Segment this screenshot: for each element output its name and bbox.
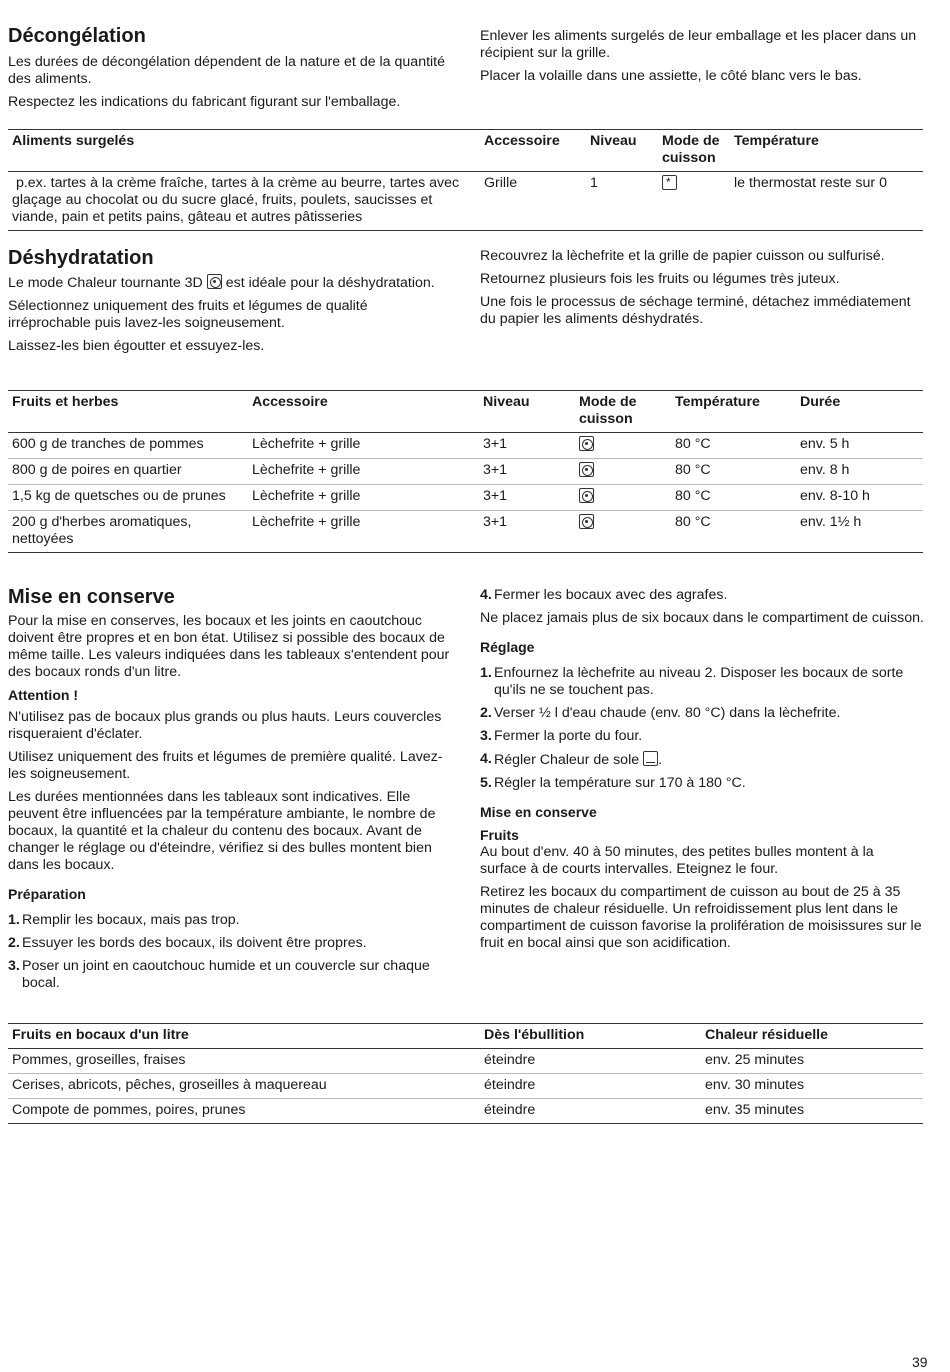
paragraph: Les durées de décongélation dépendent de la nature et de la quantité des aliments. [8, 54, 446, 87]
decongelation-right [480, 28, 924, 91]
residual-cell: env. 35 minutes [701, 1099, 923, 1124]
step-text: Verser ½ l d'eau chaude (env. 80 °C) dans la lèchefrite. [494, 705, 841, 721]
fan-icon [579, 514, 594, 529]
fruit-cell: Cerises, abricots, pêches, groseilles à maquereau [8, 1074, 480, 1099]
step-text: Régler la température sur 170 à 180 °C. [494, 775, 746, 791]
list-item [8, 912, 452, 929]
column-header: Niveau [586, 130, 658, 172]
decongelation-table [8, 129, 923, 231]
temperature-cell: 80 °C [671, 459, 796, 485]
level-cell: 3+1 [479, 511, 575, 553]
boil-cell: éteindre [480, 1099, 701, 1124]
column-header: Température [671, 391, 796, 433]
paragraph: Respectez les indications du fabricant figurant sur l'emballage. [8, 94, 401, 110]
preparation-list [8, 912, 452, 992]
column-header: Fruits et herbes [8, 391, 248, 433]
residual-cell: env. 30 minutes [701, 1074, 923, 1099]
column-header: Accessoire [248, 391, 479, 433]
column-header: Durée [796, 391, 923, 433]
table-row [8, 459, 923, 485]
step-text: Enfournez la lèchefrite au niveau 2. Disposer les bocaux de sorte qu'ils ne se touchent pas. [494, 665, 904, 698]
column-header: Température [730, 130, 923, 172]
item-cell: 800 g de poires en quartier [8, 459, 248, 485]
manual-page [8, 0, 928, 1372]
reglage-heading: Réglage [480, 639, 535, 655]
list-item [480, 751, 924, 769]
conserve-table [8, 1023, 923, 1124]
level-cell: 3+1 [479, 433, 575, 459]
table-row [8, 1074, 923, 1099]
duration-cell: env. 8 h [796, 459, 923, 485]
level-cell: 3+1 [479, 459, 575, 485]
level-cell: 3+1 [479, 485, 575, 511]
deshydratation-table [8, 390, 923, 553]
step-text-end: . [658, 752, 663, 768]
mode-cell [658, 172, 730, 231]
fan-icon [579, 462, 594, 477]
column-header: Accessoire [480, 130, 586, 172]
item-cell: 200 g d'herbes aromatiques, nettoyées [8, 511, 248, 553]
fruit-cell: Pommes, groseilles, fraises [8, 1049, 480, 1074]
paragraph: Les durées mentionnées dans les tableaux sont indicatives. Elle peuvent être influencées par la température ambiante, le nombre de bocaux, la quantité et la chaleur du contenu des bocaux. Avant de changer le réglage ou d'éteindre, vérifiez si des bulles montent bien dans les bocaux. [8, 789, 436, 873]
step-text: Essuyer les bords des bocaux, ils doivent être propres. [22, 935, 367, 951]
accessory-cell: Lèchefrite + grille [248, 485, 479, 511]
step-number: 5. [480, 775, 492, 791]
deshydratation-title: Déshydratation [8, 247, 154, 269]
step-number: 1. [8, 912, 20, 928]
paragraph: Sélectionnez uniquement des fruits et légumes de qualité irréprochable puis lavez-les soigneusement. [8, 298, 368, 331]
paragraph: Enlever les aliments surgelés de leur emballage et les placer dans un récipient sur la grille. [480, 28, 917, 61]
conserve-left [8, 585, 452, 998]
item-cell: 600 g de tranches de pommes [8, 433, 248, 459]
column-header: Fruits en bocaux d'un litre [8, 1024, 480, 1049]
boil-cell: éteindre [480, 1074, 701, 1099]
duration-cell: env. 8-10 h [796, 485, 923, 511]
residual-cell: env. 25 minutes [701, 1049, 923, 1074]
list-item [480, 587, 924, 604]
paragraph: Utilisez uniquement des fruits et légumes de première qualité. Lavez-les soigneusement. [8, 749, 443, 782]
temperature-cell: le thermostat reste sur 0 [730, 172, 923, 231]
list-item [480, 728, 924, 745]
step-number: 1. [480, 665, 492, 681]
table-header-row [8, 130, 923, 172]
duration-cell: env. 1½ h [796, 511, 923, 553]
reglage-list [480, 665, 924, 792]
step-number: 3. [8, 958, 20, 974]
bottom-heat-icon [643, 751, 658, 766]
temperature-cell: 80 °C [671, 511, 796, 553]
paragraph: Placer la volaille dans une assiette, le côté blanc vers le bas. [480, 68, 862, 84]
temperature-cell: 80 °C [671, 485, 796, 511]
table-header-row [8, 391, 923, 433]
list-item [8, 958, 452, 992]
fruits-heading: Fruits [480, 827, 519, 843]
decongelation-left [8, 24, 452, 117]
step4-list [480, 587, 924, 604]
mode-cell [575, 433, 671, 459]
paragraph: Pour la mise en conserves, les bocaux et les joints en caoutchouc doivent être propres et en bon état. Utilisez si possible des bocaux de même taille. Les valeurs indiquées dans les tableaux s'entendent pour des bocaux ronds d'un litre. [8, 613, 450, 680]
column-header: Aliments surgelés [8, 130, 480, 172]
step-text: Poser un joint en caoutchouc humide et un couvercle sur chaque bocal. [22, 958, 430, 991]
list-item [480, 665, 924, 699]
step-number: 4. [480, 587, 492, 603]
fan-icon [207, 274, 222, 289]
accessory-cell: Lèchefrite + grille [248, 433, 479, 459]
table-row [8, 485, 923, 511]
paragraph: Ne placez jamais plus de six bocaux dans le compartiment de cuisson. [480, 610, 924, 626]
list-item [8, 935, 452, 952]
list-item [480, 705, 924, 722]
column-header: Chaleur résiduelle [701, 1024, 923, 1049]
paragraph: Recouvrez la lèchefrite et la grille de papier cuisson ou sulfurisé. [480, 248, 885, 264]
decongelation-title: Décongélation [8, 25, 146, 47]
table-row [8, 433, 923, 459]
step-text: Remplir les bocaux, mais pas trop. [22, 912, 240, 928]
attention-heading: Attention ! [8, 687, 78, 703]
column-header: Mode de cuisson [658, 130, 730, 172]
column-header: Mode de cuisson [575, 391, 671, 433]
step-text: Fermer les bocaux avec des agrafes. [494, 587, 728, 603]
deshydratation-left [8, 246, 452, 361]
mode-cell [575, 485, 671, 511]
table-row [8, 1099, 923, 1124]
table-row [8, 1049, 923, 1074]
boil-cell: éteindre [480, 1049, 701, 1074]
accessory-cell: Lèchefrite + grille [248, 511, 479, 553]
fruit-cell: Compote de pommes, poires, prunes [8, 1099, 480, 1124]
intro-text: est idéale pour la déshydratation. [225, 275, 435, 291]
intro-text: Le mode Chaleur tournante 3D [8, 275, 203, 291]
page-number: 39 [912, 1354, 928, 1370]
conserve-right [480, 587, 924, 958]
food-cell: p.ex. tartes à la crème fraîche, tartes à la crème au beurre, tartes avec glaçage au chocolat ou du sucre glacé, fruits, poulets, saucisses et viande, pain et petits pains, gâteau et autres pâtisseries [8, 172, 480, 231]
thaw-icon [662, 175, 677, 190]
item-cell: 1,5 kg de quetsches ou de prunes [8, 485, 248, 511]
step-text: Fermer la porte du four. [494, 728, 643, 744]
accessory-cell: Grille [480, 172, 586, 231]
paragraph: Au bout d'env. 40 à 50 minutes, des petites bulles montent à la surface à de courts intervalles. Eteignez le four. [480, 844, 874, 877]
accessory-cell: Lèchefrite + grille [248, 459, 479, 485]
step-number: 3. [480, 728, 492, 744]
paragraph: N'utilisez pas de bocaux plus grands ou plus hauts. Leurs couvercles risqueraient d'éclater. [8, 709, 442, 742]
mode-cell [575, 511, 671, 553]
deshydratation-right [480, 248, 924, 334]
paragraph [8, 274, 452, 292]
table-row [8, 172, 923, 231]
fan-icon [579, 436, 594, 451]
level-cell: 1 [586, 172, 658, 231]
table-row [8, 511, 923, 553]
paragraph: Retirez les bocaux du compartiment de cuisson au bout de 25 à 35 minutes de chaleur résiduelle. Un refroidissement plus lent dans le compartiment de cuisson favorise la prolifération de moisissures sur le fruit en bocal ainsi que son acidification. [480, 884, 922, 951]
preparation-heading: Préparation [8, 886, 86, 902]
paragraph: Laissez-les bien égoutter et essuyez-les. [8, 338, 265, 354]
step-number: 4. [480, 751, 492, 767]
mode-cell [575, 459, 671, 485]
column-header: Niveau [479, 391, 575, 433]
duration-cell: env. 5 h [796, 433, 923, 459]
table-header-row [8, 1024, 923, 1049]
conserve-title: Mise en conserve [8, 586, 175, 608]
paragraph: Une fois le processus de séchage terminé, détachez immédiatement du papier les aliments déshydratés. [480, 294, 911, 327]
step-number: 2. [8, 935, 20, 951]
column-header: Dès l'ébullition [480, 1024, 701, 1049]
fan-icon [579, 488, 594, 503]
list-item [480, 775, 924, 792]
step-number: 2. [480, 705, 492, 721]
step-text: Régler Chaleur de sole [494, 752, 640, 768]
paragraph: Retournez plusieurs fois les fruits ou légumes très juteux. [480, 271, 840, 287]
temperature-cell: 80 °C [671, 433, 796, 459]
subsection-heading: Mise en conserve [480, 804, 597, 820]
